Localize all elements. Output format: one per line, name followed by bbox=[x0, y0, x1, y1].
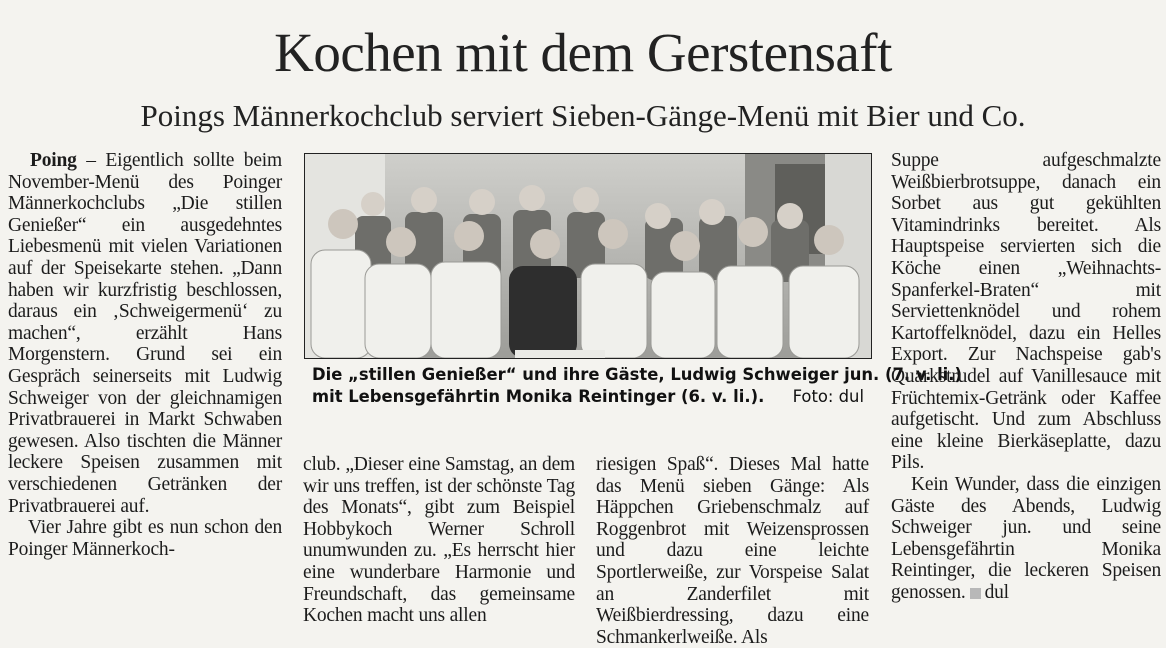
caption-line-1: Die „stillen Genießer“ und ihre Gäste, Ludwig Schweiger jun. (7. v. li.) bbox=[312, 365, 963, 384]
group-photo bbox=[304, 153, 872, 359]
intro-text: – Eigentlich sollte beim November-Menü des Poinger Männerkochclubs „Die stillen Genießer“ ein ausgedehntes Liebesmenü mit vielen Variationen auf der Speisekarte stehen. „Dann haben wir kurzfristig beschlossen, daraus ein ‚Schweigermenü‘ zu machen“, erzählt Hans Morgenstern. Grund sei ein Gespräch seinerseits mit Ludwig Schweiger von der gleichnamigen Privatbrauerei in Markt Schwaben gewesen. Also tischten die Männer leckere Speisen zusammen mit verschiedenen Getränken der Privatbrauerei auf. bbox=[8, 150, 282, 517]
author-signature: dul bbox=[984, 581, 1009, 603]
closing-text: Kein Wunder, dass die einzigen Gäste des Abends, Ludwig Schweiger jun. und seine Lebensgefährtin Monika Reintinger, die leckeren Speisen genossen. bbox=[891, 473, 1161, 603]
paragraph-courses: Suppe aufgeschmalzte Weißbierbrotsuppe, danach ein Sorbet aus gut gekühlten Vitamindrinks bereitet. Als Hauptspeise servierten sich die Köche einen „Weihnachts-Spanferkel-Braten“ mit Serviettenknödel und rohem Kartoffelknödel, dazu ein Helles Export. Zur Nachspeise gab's Quarkstrudel auf Vanillesauce mit Früchtemix-Getränk oder Kaffee aufgetischt. Und zum Abschluss eine kleine Bierkäseplatte, dazu Pils. bbox=[891, 150, 1161, 474]
photo-caption bbox=[312, 364, 963, 408]
photo-credit: Foto: dul bbox=[792, 387, 864, 406]
column-4 bbox=[891, 150, 1161, 603]
caption-line-2: mit Lebensgefährtin Monika Reintinger (6. v. li.). bbox=[312, 387, 765, 406]
column-2 bbox=[303, 454, 575, 627]
paragraph-menu: riesigen Spaß“. Dieses Mal hatte das Menü sieben Gänge: Als Häppchen Griebenschmalz auf Roggenbrot mit Weizensprossen und dazu eine leichte Sportlerweiße, zur Vorspeise Salat an Zanderfilet mit Weißbierdressing, dazu eine Schmankerlweiße. Als bbox=[596, 454, 869, 648]
paragraph-intro bbox=[8, 150, 282, 517]
column-3 bbox=[596, 454, 869, 648]
paragraph-closing bbox=[891, 474, 1161, 604]
paragraph-club: Vier Jahre gibt es nun schon den Poinger Männerkoch- bbox=[8, 517, 282, 560]
dateline: Poing bbox=[30, 150, 77, 171]
group-photo-illustration bbox=[305, 154, 871, 358]
paragraph-quote: club. „Dieser eine Samstag, an dem wir uns treffen, ist der schönste Tag des Monats“, gibt zum Beispiel Hobbykoch Werner Schroll unumwunden zu. „Es herrscht hier eine wunderbare Harmonie und Freundschaft, das gemeinsame Kochen macht uns allen bbox=[303, 454, 575, 627]
subheadline: Poings Männerkochclub serviert Sieben-Gänge-Menü mit Bier und Co. bbox=[140, 98, 1026, 133]
headline: Kochen mit dem Gerstensaft bbox=[274, 22, 892, 83]
end-mark-icon bbox=[970, 588, 981, 599]
column-1 bbox=[8, 150, 282, 560]
